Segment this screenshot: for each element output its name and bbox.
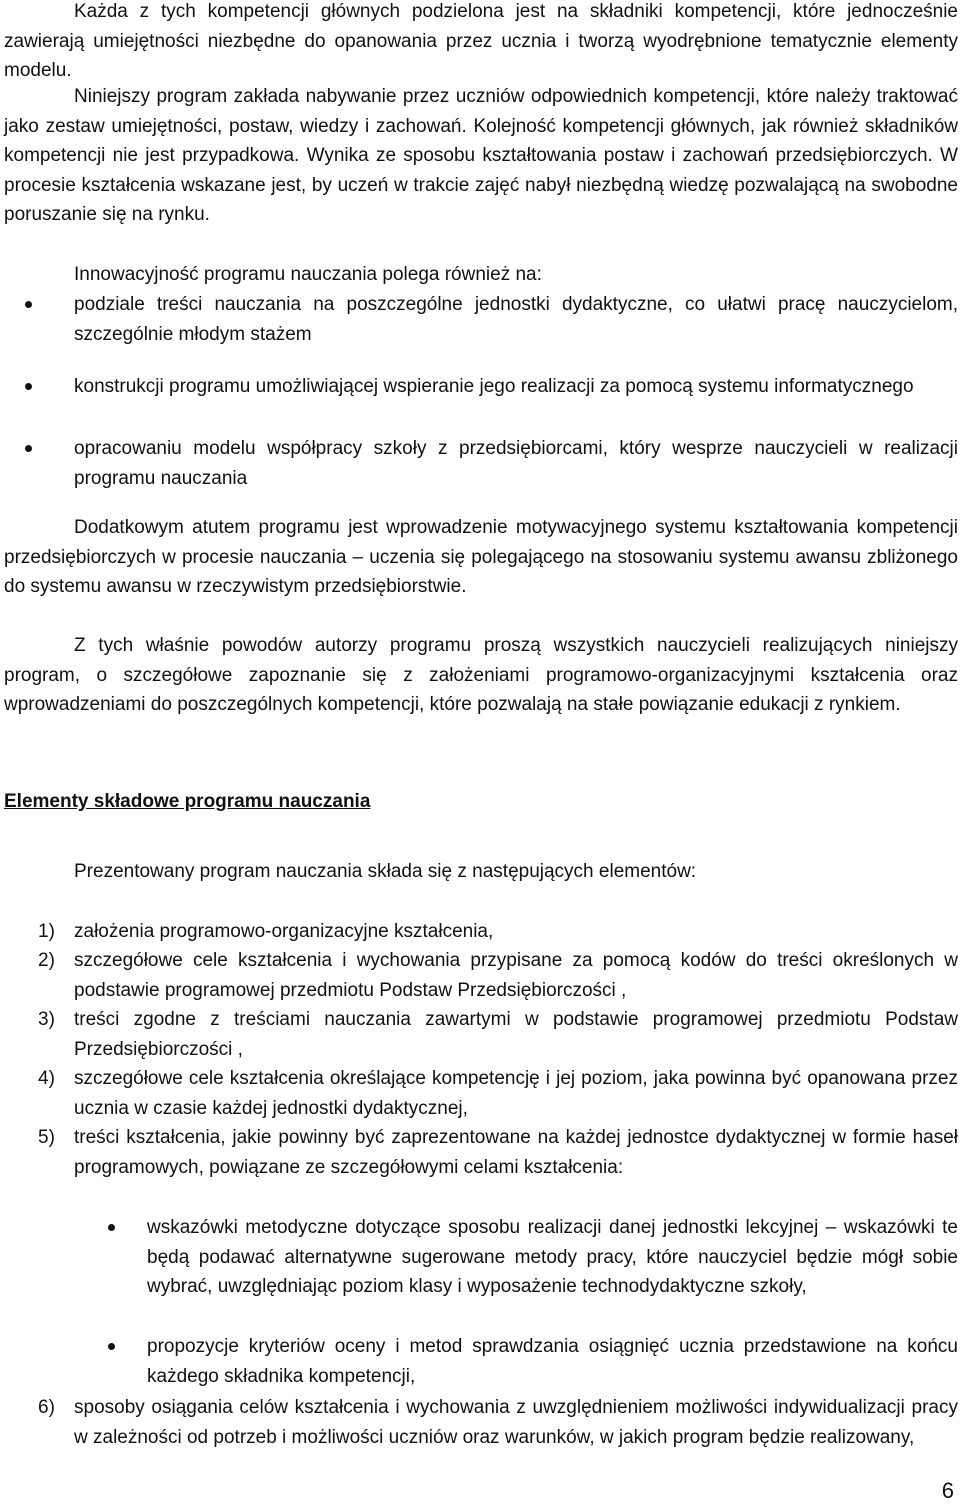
item-text: treści kształcenia, jakie powinny być zaprezentowane na każdej jednostce dydaktycznej w formie haseł programowych, powiązane ze szczegółowymi celami kształcenia: — [74, 1127, 958, 1178]
list-item-text: podziale treści nauczania na poszczególne jednostki dydaktyczne, co ułatwi pracę nauczycielom, szczególnie młodym stażem — [74, 294, 958, 345]
item-number: 4) — [38, 1068, 55, 1089]
paragraph-program-assumptions: Niniejszy program zakłada nabywanie przez uczniów odpowiednich kompetencji, które należy traktować jako zestaw umiejętności, postaw, wiedzy i zachowań. Kolejność kompetencji głównych, jak również składników kompetencji nie jest przypadkowa. Wynika ze sposobu kształtowania postaw i zachowań przedsiębiorczych. W procesie kształcenia wskazane jest, by uczeń w trakcie zajęć nabył niezbędną wiedzę pozwalającą na swobodne poruszanie się na rynku. — [4, 86, 958, 226]
section-heading: Elementy składowe programu nauczania — [4, 791, 371, 812]
item-text: szczegółowe cele kształcenia i wychowania przypisane za pomocą kodów do treści określonych w podstawie programowej przedmiotu Podstaw Przedsiębiorczości , — [74, 950, 958, 1001]
sub-list-item-text: propozycje kryteriów oceny i metod sprawdzania osiągnięć ucznia przedstawione na końcu każdego składnika kompetencji, — [147, 1336, 958, 1387]
paragraph-competencies: Każda z tych kompetencji głównych podzielona jest na składniki kompetencji, które jednocześnie zawierają umiejętności niezbędne do opanowania przez ucznia i tworzą wyodrębnione tematycznie elementy modelu. — [4, 1, 958, 82]
elements-intro: Prezentowany program nauczania składa się z następujących elementów: — [74, 861, 697, 882]
item-number: 2) — [38, 950, 55, 971]
bullet-icon — [25, 445, 32, 452]
sub-list-item-text: wskazówki metodyczne dotyczące sposobu realizacji danej jednostki lekcyjnej – wskazówki te będą podawać alternatywne sugerowane metody pracy, które nauczyciel będzie mógł sobie wybrać, uwzględniając poziom klasy i wyposażenie technodydaktyczne szkoły, — [147, 1217, 958, 1298]
list-item-text: opracowaniu modelu współpracy szkoły z przedsiębiorcami, który wesprze nauczycieli w realizacji programu nauczania — [74, 438, 958, 489]
page-number: 6 — [941, 1478, 954, 1503]
bullet-icon — [25, 301, 32, 308]
item-text: założenia programowo-organizacyjne kształcenia, — [74, 921, 494, 942]
item-number: 3) — [38, 1009, 55, 1030]
item-text: treści zgodne z treściami nauczania zawartymi w podstawie programowej przedmiotu Podstaw Przedsiębiorczości , — [74, 1009, 958, 1060]
item-number: 6) — [38, 1397, 55, 1418]
paragraph-motivation-system: Dodatkowym atutem programu jest wprowadzenie motywacyjnego systemu kształtowania kompetencji przedsiębiorczych w procesie nauczania – uczenia się polegającego na stosowaniu systemu awansu zbliżonego do systemu awansu w rzeczywistym przedsiębiorstwie. — [4, 517, 958, 598]
item-text: szczegółowe cele kształcenia określające kompetencję i jej poziom, jaka powinna być opanowana przez ucznia w czasie każdej jednostki dydaktycznej, — [74, 1068, 958, 1119]
item-number: 1) — [38, 921, 55, 942]
bullet-icon — [108, 1224, 115, 1231]
bullet-icon — [25, 383, 32, 390]
item-text: sposoby osiągania celów kształcenia i wychowania z uwzględnieniem możliwości indywidualizacji pracy w zależności od potrzeb i możliwości uczniów oraz warunków, w jakich program będzie realizowany, — [74, 1397, 958, 1448]
item-number: 5) — [38, 1127, 55, 1148]
bullet-icon — [108, 1343, 115, 1350]
paragraph-authors-request: Z tych właśnie powodów autorzy programu proszą wszystkich nauczycieli realizujących niniejszy program, o szczegółowe zapoznanie się z założeniami programowo-organizacyjnymi kształcenia oraz wprowadzeniami do poszczególnych kompetencji, które pozwalają na stałe powiązanie edukacji z rynkiem. — [4, 635, 958, 716]
innovation-intro: Innowacyjność programu nauczania polega również na: — [74, 264, 542, 285]
list-item-text: konstrukcji programu umożliwiającej wspieranie jego realizacji za pomocą systemu informatycznego — [74, 376, 914, 397]
